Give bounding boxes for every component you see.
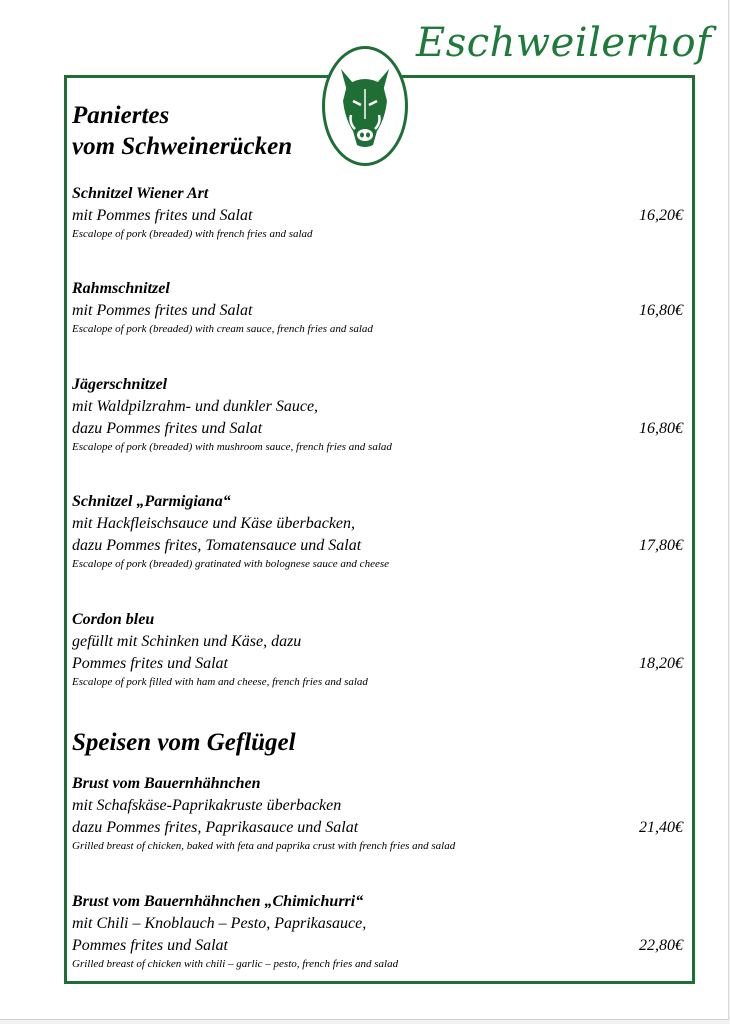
dish-description: mit Hackfleischsauce und Käse überbacken, (72, 515, 356, 532)
dish-description: dazu Pommes frites und Salat (72, 420, 263, 437)
menu-item (72, 183, 687, 242)
dish-description: dazu Pommes frites, Tomatensauce und Salat (72, 537, 362, 554)
dish-english-description: Grilled breast of chicken with chili – garlic – pesto, french fries and salad (72, 958, 399, 970)
menu-item (72, 773, 687, 854)
dish-name: Jägerschnitzel (72, 376, 168, 393)
menu-item (72, 278, 687, 337)
dish-name: Brust vom Bauernhähnchen „Chimichurri“ (72, 893, 364, 910)
dish-description: mit Schafskäse-Paprikakruste überbacken (72, 797, 342, 814)
menu-item (72, 891, 687, 972)
dish-name: Brust vom Bauernhähnchen (72, 775, 261, 792)
boar-head-icon (335, 63, 395, 151)
dish-description: mit Chili – Knoblauch – Pesto, Paprikasauce, (72, 915, 367, 932)
dish-price: 16,80€ (639, 302, 683, 319)
dish-description: mit Pommes frites und Salat (72, 302, 253, 319)
dish-name: Cordon bleu (72, 611, 155, 628)
dish-price: 17,80€ (639, 537, 683, 554)
dish-english-description: Escalope of pork (breaded) with mushroom sauce, french fries and salad (72, 441, 392, 453)
dish-price: 16,20€ (639, 207, 683, 224)
dish-description: gefüllt mit Schinken und Käse, dazu (72, 633, 302, 650)
dish-name: Schnitzel „Parmigiana“ (72, 493, 231, 510)
dish-price: 22,80€ (639, 937, 683, 954)
dish-description: Pommes frites und Salat (72, 655, 228, 672)
menu-item (72, 609, 687, 690)
brand-name: Eschweilerhof (416, 20, 712, 66)
dish-english-description: Escalope of pork (breaded) with french fries and salad (72, 228, 313, 240)
menu-item (72, 491, 687, 572)
dish-description: mit Pommes frites und Salat (72, 207, 253, 224)
section-title-line-1: Paniertes (72, 102, 170, 129)
dish-description: dazu Pommes frites, Paprikasauce und Salat (72, 819, 359, 836)
section-title-pork (72, 100, 292, 162)
dish-english-description: Grilled breast of chicken, baked with feta and paprika crust with french fries and salad (72, 840, 456, 852)
dish-description: mit Waldpilzrahm- und dunkler Sauce, (72, 398, 319, 415)
dish-english-description: Escalope of pork (breaded) gratinated with bolognese sauce and cheese (72, 558, 389, 570)
dish-name: Rahmschnitzel (72, 280, 170, 297)
dish-price: 18,20€ (639, 655, 683, 672)
dish-name: Schnitzel Wiener Art (72, 185, 209, 202)
dish-description: Pommes frites und Salat (72, 937, 228, 954)
dish-price: 21,40€ (639, 819, 683, 836)
menu-item (72, 374, 687, 455)
logo (322, 46, 408, 166)
section-title-poultry: Speisen vom Geflügel (72, 729, 296, 756)
section-title-line-2: vom Schweinerücken (72, 133, 293, 160)
dish-english-description: Escalope of pork (breaded) with cream sauce, french fries and salad (72, 323, 373, 335)
dish-price: 16,80€ (639, 420, 683, 437)
dish-english-description: Escalope of pork filled with ham and cheese, french fries and salad (72, 676, 368, 688)
